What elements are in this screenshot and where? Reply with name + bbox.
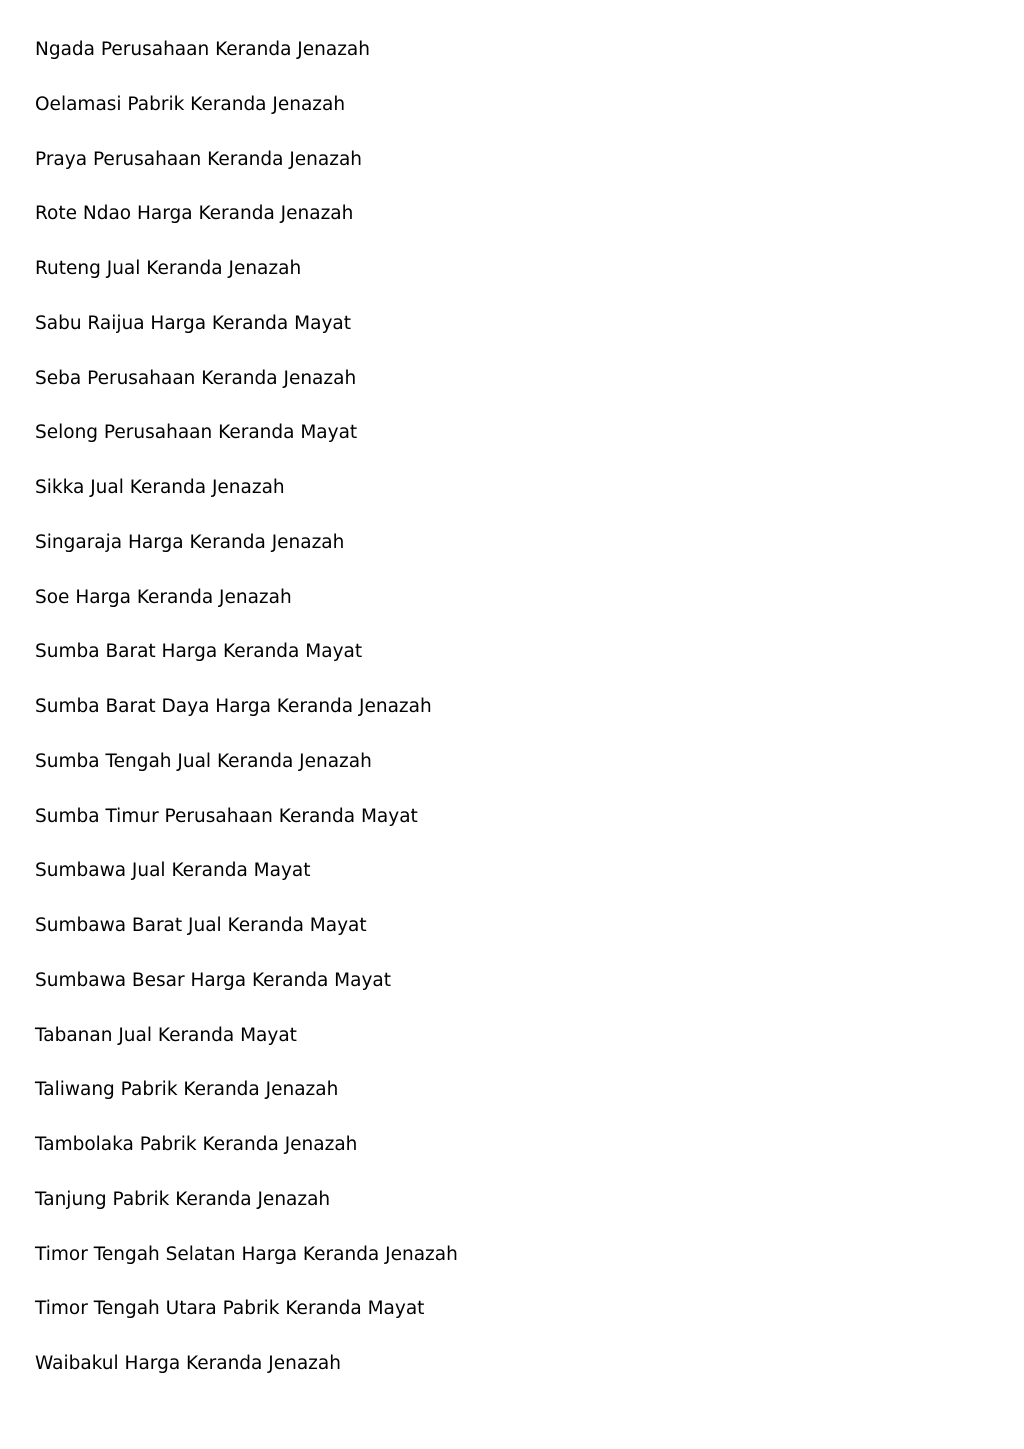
list-item: Sumba Barat Harga Keranda Mayat [35, 641, 363, 663]
list-item: Tabanan Jual Keranda Mayat [35, 1024, 297, 1046]
list-item: Sumba Barat Daya Harga Keranda Jenazah [35, 696, 432, 717]
list-item: Tanjung Pabrik Keranda Jenazah [35, 1188, 331, 1210]
list-item: Sumbawa Besar Harga Keranda Mayat [35, 969, 391, 991]
list-item: Sumbawa Barat Jual Keranda Mayat [35, 915, 367, 936]
list-item: Oelamasi Pabrik Keranda Jenazah [35, 93, 346, 115]
list-item: Ruteng Jual Keranda Jenazah [35, 258, 302, 279]
list-item: Soe Harga Keranda Jenazah [35, 586, 292, 608]
list-item: Sikka Jual Keranda Jenazah [35, 477, 285, 498]
list-item: Ngada Perusahaan Keranda Jenazah [35, 39, 370, 60]
list-item: Seba Perusahaan Keranda Jenazah [35, 367, 357, 389]
list-item: Praya Perusahaan Keranda Jenazah [35, 148, 363, 170]
list-item: Timor Tengah Selatan Harga Keranda Jenazah [35, 1243, 458, 1265]
list-item: Sumba Timur Perusahaan Keranda Mayat [35, 805, 418, 827]
list-item: Sabu Raijua Harga Keranda Mayat [35, 312, 351, 334]
location-list [35, 36, 458, 1405]
list-item: Taliwang Pabrik Keranda Jenazah [35, 1079, 339, 1101]
list-item: Selong Perusahaan Keranda Mayat [35, 422, 358, 444]
list-item: Tambolaka Pabrik Keranda Jenazah [35, 1134, 358, 1155]
list-item: Singaraja Harga Keranda Jenazah [35, 531, 345, 553]
list-item: Sumbawa Jual Keranda Mayat [35, 860, 311, 882]
list-item: Sumba Tengah Jual Keranda Jenazah [35, 750, 372, 772]
list-item: Rote Ndao Harga Keranda Jenazah [35, 203, 354, 225]
list-item: Waibakul Harga Keranda Jenazah [35, 1353, 341, 1374]
list-item: Timor Tengah Utara Pabrik Keranda Mayat [35, 1298, 425, 1320]
